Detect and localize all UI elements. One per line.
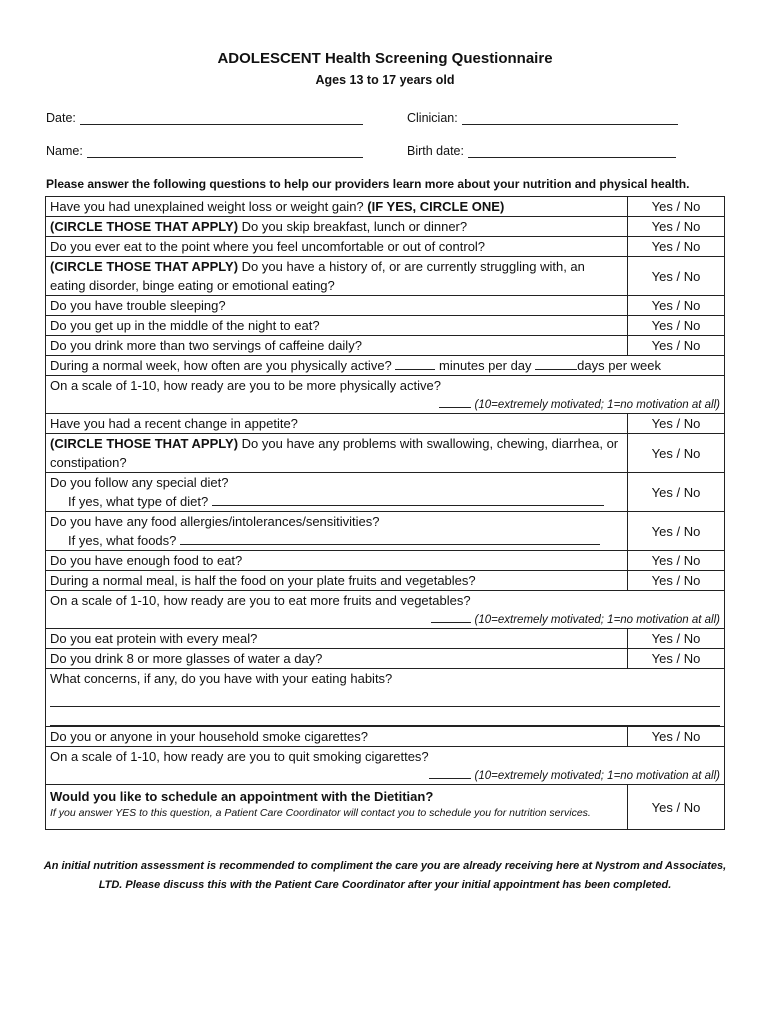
sub-question	[50, 492, 623, 511]
scale-question-cell	[46, 591, 725, 629]
question-cell	[46, 257, 628, 296]
name-input-line[interactable]	[87, 144, 363, 158]
clinician-field	[407, 111, 678, 125]
question-text: Do you have any problems with swallowing, chewing, diarrhea, or constipation?	[50, 436, 619, 470]
question-text: On a scale of 1-10, how ready are you to quit smoking cigarettes?	[50, 749, 429, 764]
yes-no-answer[interactable]: Yes / No	[628, 727, 725, 747]
date-label: Date:	[46, 111, 76, 125]
scale-note: (10=extremely motivated; 1=no motivation at all)	[474, 399, 720, 411]
table-row	[46, 316, 725, 336]
question-cell: During a normal meal, is half the food on your plate fruits and vegetables?	[46, 571, 628, 591]
table-row	[46, 551, 725, 571]
scale-question-cell	[46, 747, 725, 785]
table-row	[46, 336, 725, 356]
yes-no-answer[interactable]: Yes / No	[628, 316, 725, 336]
name-field	[46, 144, 363, 158]
birth-date-field	[407, 144, 676, 158]
clinician-label: Clinician:	[407, 111, 458, 125]
question-cell: Do you drink more than two servings of caffeine daily?	[46, 336, 628, 356]
concerns-line-2[interactable]	[50, 707, 720, 726]
scale-blank[interactable]	[431, 610, 471, 623]
dietitian-question: Would you like to schedule an appointment with the Dietitian?	[50, 789, 434, 804]
table-row	[46, 356, 725, 376]
yes-no-answer[interactable]: Yes / No	[628, 414, 725, 434]
sub-question-text: If yes, what type of diet?	[68, 494, 209, 509]
question-cell: Do you or anyone in your household smoke cigarettes?	[46, 727, 628, 747]
questionnaire-table	[45, 196, 725, 830]
minutes-label: minutes per day	[439, 358, 532, 373]
table-row	[46, 217, 725, 237]
table-row	[46, 414, 725, 434]
question-cell: Do you ever eat to the point where you feel uncomfortable or out of control?	[46, 237, 628, 257]
concerns-line-1[interactable]	[50, 688, 720, 707]
question-instruction: (IF YES, CIRCLE ONE)	[367, 199, 505, 214]
yes-no-answer[interactable]: Yes / No	[628, 217, 725, 237]
instructions: Please answer the following questions to help our providers learn more about your nutrition and physical health.	[46, 177, 690, 191]
question-cell: Do you get up in the middle of the night to eat?	[46, 316, 628, 336]
question-cell	[46, 197, 628, 217]
scale-blank[interactable]	[439, 395, 471, 408]
table-row	[46, 296, 725, 316]
footer-note: An initial nutrition assessment is recommended to compliment the care you are already receiving here at Nystrom and Associates, LTD. Please discuss this with the Patient Care Coordinator after your initial appointment has been completed.	[43, 860, 727, 891]
table-row	[46, 197, 725, 217]
scale-blank[interactable]	[429, 766, 471, 779]
concerns-cell	[46, 669, 725, 727]
question-text: On a scale of 1-10, how ready are you to eat more fruits and vegetables?	[50, 593, 471, 608]
page-title: ADOLESCENT Health Screening Questionnaire	[217, 50, 553, 67]
yes-no-answer[interactable]: Yes / No	[628, 257, 725, 296]
diet-type-blank[interactable]	[212, 493, 604, 506]
sub-question	[50, 531, 623, 550]
page-subtitle: Ages 13 to 17 years old	[315, 73, 455, 87]
yes-no-answer[interactable]: Yes / No	[628, 296, 725, 316]
yes-no-answer[interactable]: Yes / No	[628, 473, 725, 512]
days-label: days per week	[577, 358, 661, 373]
question-text: Do you skip breakfast, lunch or dinner?	[241, 219, 468, 234]
question-cell: Do you have trouble sleeping?	[46, 296, 628, 316]
table-row	[46, 376, 725, 414]
yes-no-answer[interactable]: Yes / No	[628, 336, 725, 356]
yes-no-answer[interactable]: Yes / No	[628, 629, 725, 649]
question-cell	[46, 512, 628, 551]
question-text: Have you had unexplained weight loss or weight gain?	[50, 199, 364, 214]
date-input-line[interactable]	[80, 111, 363, 125]
table-row	[46, 629, 725, 649]
table-row	[46, 257, 725, 296]
question-instruction: (CIRCLE THOSE THAT APPLY)	[50, 219, 239, 234]
yes-no-answer[interactable]: Yes / No	[628, 197, 725, 217]
scale-question-cell	[46, 376, 725, 414]
question-instruction: (CIRCLE THOSE THAT APPLY)	[50, 259, 239, 274]
question-cell	[46, 217, 628, 237]
question-cell	[46, 434, 628, 473]
yes-no-answer[interactable]: Yes / No	[628, 551, 725, 571]
question-text: Do you follow any special diet?	[50, 475, 229, 490]
table-row	[46, 473, 725, 512]
yes-no-answer[interactable]: Yes / No	[628, 649, 725, 669]
table-row	[46, 785, 725, 830]
scale-row	[50, 395, 720, 413]
scale-note: (10=extremely motivated; 1=no motivation at all)	[474, 614, 720, 626]
table-row	[46, 571, 725, 591]
question-cell: Do you eat protein with every meal?	[46, 629, 628, 649]
question-cell: Have you had a recent change in appetite?	[46, 414, 628, 434]
table-row	[46, 591, 725, 629]
sub-question-text: If yes, what foods?	[68, 533, 177, 548]
question-cell: Do you have enough food to eat?	[46, 551, 628, 571]
table-row	[46, 512, 725, 551]
yes-no-answer[interactable]: Yes / No	[628, 434, 725, 473]
foods-blank[interactable]	[180, 532, 600, 545]
yes-no-answer[interactable]: Yes / No	[628, 571, 725, 591]
question-cell: Do you drink 8 or more glasses of water a day?	[46, 649, 628, 669]
question-text: What concerns, if any, do you have with your eating habits?	[50, 671, 393, 686]
table-row	[46, 237, 725, 257]
question-text: On a scale of 1-10, how ready are you to be more physically active?	[50, 378, 441, 393]
dietitian-question-cell	[46, 785, 628, 830]
yes-no-answer[interactable]: Yes / No	[628, 237, 725, 257]
table-row	[46, 747, 725, 785]
yes-no-answer[interactable]: Yes / No	[628, 512, 725, 551]
question-text: Do you have any food allergies/intolerances/sensitivities?	[50, 514, 380, 529]
name-label: Name:	[46, 144, 83, 158]
minutes-blank[interactable]	[395, 357, 435, 370]
clinician-input-line[interactable]	[462, 111, 678, 125]
scale-row	[50, 766, 720, 784]
scale-row	[50, 610, 720, 628]
table-row	[46, 727, 725, 747]
table-row	[46, 649, 725, 669]
yes-no-answer[interactable]: Yes / No	[628, 785, 725, 830]
question-cell	[46, 473, 628, 512]
date-field	[46, 111, 363, 125]
question-instruction: (CIRCLE THOSE THAT APPLY)	[50, 436, 239, 451]
question-text: Do you have a history of, or are currently struggling with, an eating disorder, binge eating or emotional eating?	[50, 259, 585, 293]
dietitian-note: If you answer YES to this question, a Patient Care Coordinator will contact you to schedule you for nutrition services.	[50, 807, 591, 819]
question-text: During a normal week, how often are you physically active?	[50, 358, 392, 373]
birth-date-input-line[interactable]	[468, 144, 676, 158]
activity-question-cell	[46, 356, 725, 376]
table-row	[46, 434, 725, 473]
table-row	[46, 669, 725, 727]
birth-date-label: Birth date:	[407, 144, 464, 158]
days-blank[interactable]	[535, 357, 577, 370]
scale-note: (10=extremely motivated; 1=no motivation at all)	[474, 770, 720, 782]
